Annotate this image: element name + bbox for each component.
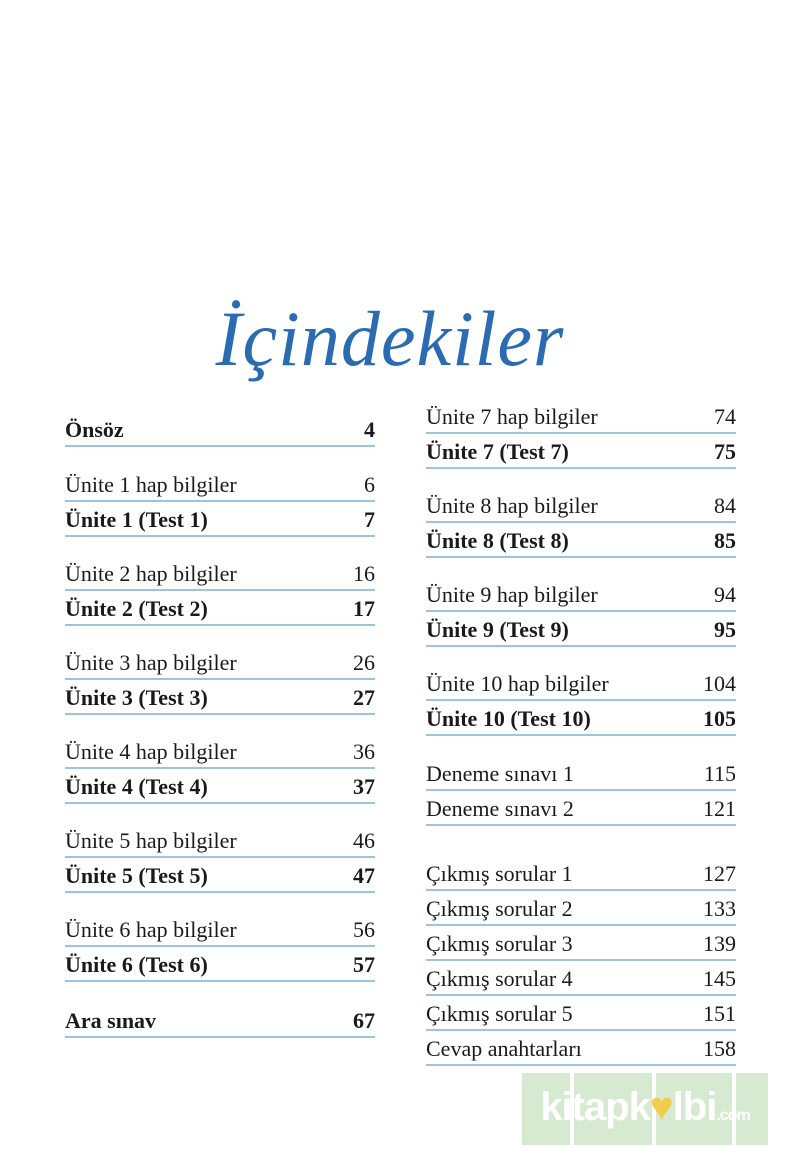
toc-page: 104 [703, 671, 736, 696]
toc-row [65, 646, 375, 680]
toc-page: 75 [714, 439, 736, 464]
page-title: İçindekiler [215, 295, 565, 382]
toc-page: 85 [714, 528, 736, 553]
toc-page: 27 [353, 685, 375, 710]
toc-label: Çıkmış sorular 1 [426, 861, 573, 886]
toc-page: 139 [703, 931, 736, 956]
toc-row [426, 892, 736, 926]
toc-row [65, 913, 375, 947]
toc-page: 127 [703, 861, 736, 886]
toc-row [65, 770, 375, 804]
watermark-logo [522, 1073, 768, 1145]
toc-page: 57 [353, 952, 375, 977]
toc-label: Ünite 6 hap bilgiler [65, 917, 237, 942]
toc-page: 46 [353, 828, 375, 853]
toc-label: Ünite 1 hap bilgiler [65, 472, 237, 497]
toc-row [426, 1032, 736, 1066]
toc-row [426, 489, 736, 523]
toc-page: 151 [703, 1001, 736, 1026]
toc-label: Ünite 10 (Test 10) [426, 706, 591, 731]
toc-page: 26 [353, 650, 375, 675]
toc-row [426, 613, 736, 647]
toc-page: 7 [364, 507, 375, 532]
toc-page: 84 [714, 493, 736, 518]
toc-row [426, 702, 736, 736]
toc-page: 47 [353, 863, 375, 888]
toc-page: 74 [714, 404, 736, 429]
toc-row [426, 927, 736, 961]
toc-label: Çıkmış sorular 5 [426, 1001, 573, 1026]
toc-page: 115 [703, 761, 736, 786]
toc-page: 6 [364, 472, 375, 497]
toc-row [65, 681, 375, 715]
toc-label: Ünite 9 hap bilgiler [426, 582, 598, 607]
toc-row [65, 592, 375, 626]
toc-page: 145 [703, 966, 736, 991]
toc-label: Ünite 1 (Test 1) [65, 507, 208, 532]
toc-row [65, 859, 375, 893]
toc-page: 105 [703, 706, 736, 731]
toc-page: 158 [703, 1036, 736, 1061]
watermark-text [522, 1085, 768, 1130]
toc-page: 56 [353, 917, 375, 942]
toc-label: Ünite 7 hap bilgiler [426, 404, 598, 429]
toc-page: 67 [353, 1008, 375, 1033]
toc-label: Ünite 4 (Test 4) [65, 774, 208, 799]
toc-label: Çıkmış sorular 2 [426, 896, 573, 921]
watermark-prefix: kitapk [540, 1085, 650, 1129]
toc-label: Ünite 10 hap bilgiler [426, 671, 609, 696]
toc-label: Ünite 2 (Test 2) [65, 596, 208, 621]
toc-label: Ara sınav [65, 1008, 157, 1033]
toc-page: 4 [364, 417, 375, 442]
toc-row [65, 948, 375, 982]
toc-label: Ünite 6 (Test 6) [65, 952, 208, 977]
toc-page: 16 [353, 561, 375, 586]
toc-row [426, 997, 736, 1031]
watermark-suffix: lbi [672, 1085, 717, 1129]
toc-label: Deneme sınavı 1 [426, 761, 574, 786]
toc-page: 36 [353, 739, 375, 764]
toc-label: Önsöz [65, 417, 124, 442]
toc-label: Ünite 9 (Test 9) [426, 617, 569, 642]
toc-label: Çıkmış sorular 4 [426, 966, 573, 991]
toc-label: Ünite 4 hap bilgiler [65, 739, 237, 764]
toc-label: Çıkmış sorular 3 [426, 931, 573, 956]
toc-label: Ünite 5 (Test 5) [65, 863, 208, 888]
toc-page: 133 [703, 896, 736, 921]
toc-label: Ünite 8 hap bilgiler [426, 493, 598, 518]
toc-row [426, 757, 736, 791]
toc-page: 121 [703, 796, 736, 821]
toc-row [65, 557, 375, 591]
toc-row [426, 792, 736, 826]
toc-label: Ünite 8 (Test 8) [426, 528, 569, 553]
watermark-domain: .com [716, 1107, 750, 1124]
toc-row [65, 503, 375, 537]
toc-row [426, 524, 736, 558]
toc-row [426, 857, 736, 891]
toc-row [426, 667, 736, 701]
toc-row [65, 413, 375, 447]
toc-row [65, 824, 375, 858]
toc-page: 17 [353, 596, 375, 621]
toc-row [426, 962, 736, 996]
toc-row [426, 578, 736, 612]
toc-label: Cevap anahtarları [426, 1036, 582, 1061]
toc-row [65, 735, 375, 769]
toc-label: Ünite 3 (Test 3) [65, 685, 208, 710]
toc-page: 94 [714, 582, 736, 607]
heart-icon: ♥ [649, 1085, 673, 1129]
toc-label: Ünite 5 hap bilgiler [65, 828, 237, 853]
toc-label: Ünite 3 hap bilgiler [65, 650, 237, 675]
toc-row [65, 468, 375, 502]
toc-label: Ünite 2 hap bilgiler [65, 561, 237, 586]
toc-label: Ünite 7 (Test 7) [426, 439, 569, 464]
toc-row [426, 400, 736, 434]
toc-row [65, 1004, 375, 1038]
toc-page: 95 [714, 617, 736, 642]
toc-row [426, 435, 736, 469]
toc-page: 37 [353, 774, 375, 799]
toc-label: Deneme sınavı 2 [426, 796, 574, 821]
